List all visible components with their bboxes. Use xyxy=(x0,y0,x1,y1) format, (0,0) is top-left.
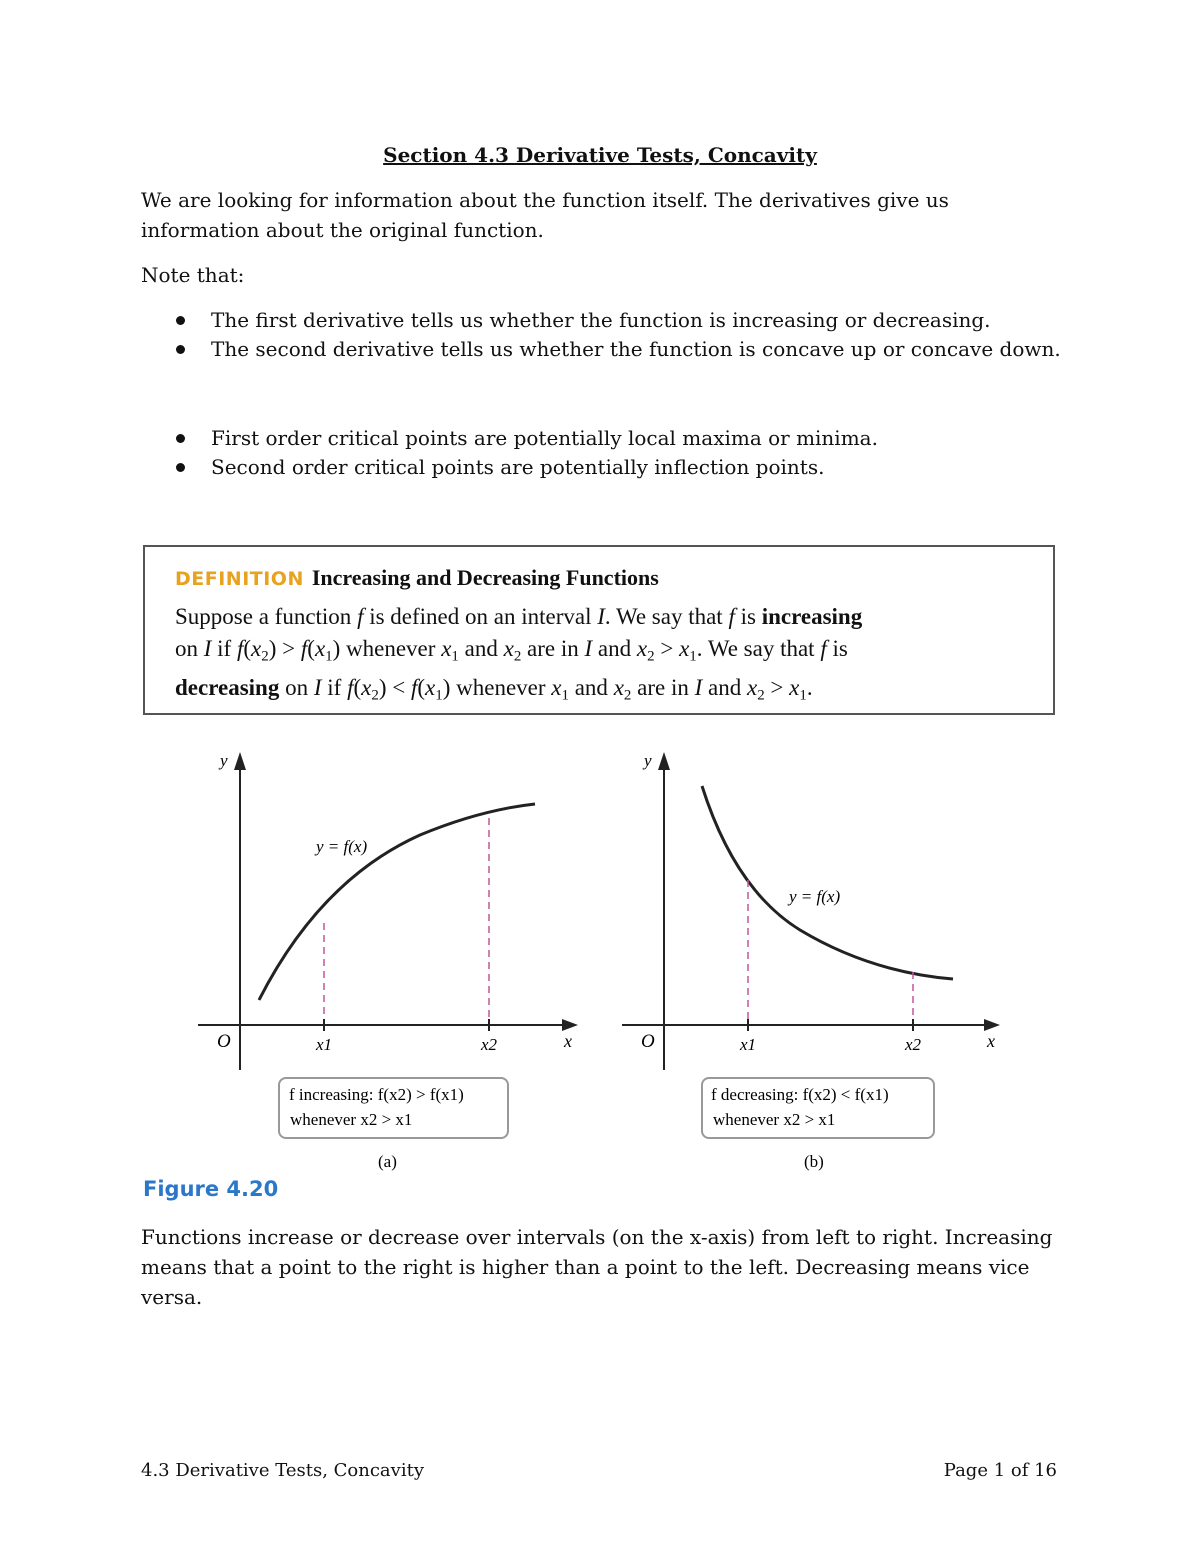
page-title: Section 4.3 Derivative Tests, Concavity xyxy=(383,143,817,167)
list-item: First order critical points are potentially local maxima or minima. xyxy=(141,424,1061,453)
bullet-list-derivatives xyxy=(141,306,1061,364)
curve-label: y = f(x) xyxy=(316,837,368,856)
definition-box xyxy=(143,545,1055,715)
caption-a: (a) xyxy=(378,1152,397,1171)
definition-tag: DEFINITION xyxy=(175,568,304,590)
curve-label: y = f(x) xyxy=(789,887,841,906)
bullet-list-critical-points xyxy=(141,424,1061,482)
figure-graphs xyxy=(0,740,1200,1180)
condition-line-1: f decreasing: f(x2) < f(x1) xyxy=(711,1085,889,1104)
definition-title: Increasing and Decreasing Functions xyxy=(311,565,659,590)
y-axis-label: y xyxy=(220,751,228,770)
footer-page-number: Page 1 of 16 xyxy=(943,1460,1057,1481)
list-item: Second order critical points are potentially inflection points. xyxy=(141,453,1061,482)
x-axis-label: x xyxy=(564,1031,572,1051)
condition-line-2: whenever x2 > x1 xyxy=(290,1110,413,1129)
increasing-curve xyxy=(259,804,535,1000)
list-item: The second derivative tells us whether the function is concave up or concave down. xyxy=(141,335,1061,364)
caption-b: (b) xyxy=(804,1152,824,1171)
y-axis-arrow-icon xyxy=(658,752,670,770)
x-axis-arrow-icon xyxy=(984,1019,1000,1031)
definition-text: Suppose a function f is defined on an interval I. We say that f is increasing on I if $f(x_2) > f(x_1)$ whenever $x_1$ and $x_2$ are in I and $x_2 > x_1$. We say that f is decreasing on I if $f(x_2) < f(x_1)$ whenever $x_1$ and $x_2$ are in I and $x_2 > x_1$. xyxy=(175,604,863,704)
condition-line-1: f increasing: f(x2) > f(x1) xyxy=(289,1085,464,1104)
footer-section-title: 4.3 Derivative Tests, Concavity xyxy=(141,1460,424,1481)
list-item: The first derivative tells us whether the function is increasing or decreasing. xyxy=(141,306,1061,335)
intro-paragraph: We are looking for information about the function itself. The derivatives give us information about the original function. xyxy=(141,188,949,242)
x1-label: x1 xyxy=(316,1035,333,1054)
x-axis-label: x xyxy=(987,1031,995,1051)
y-axis-label: y xyxy=(644,751,652,770)
graph-decreasing xyxy=(622,751,1000,1171)
figure-label: Figure 4.20 xyxy=(143,1177,279,1201)
note-label: Note that: xyxy=(141,263,245,287)
closing-paragraph: Functions increase or decrease over intervals (on the x-axis) from left to right. Increasing means that a point to the right is higher than a point to the left. Decreasing means vice versa. xyxy=(141,1225,1053,1309)
origin-label: O xyxy=(641,1031,655,1052)
origin-label: O xyxy=(217,1031,231,1052)
x1-label: x1 xyxy=(740,1035,757,1054)
decreasing-curve xyxy=(702,786,953,979)
x2-label: x2 xyxy=(905,1035,922,1054)
definition-heading xyxy=(175,565,659,591)
x2-label: x2 xyxy=(481,1035,498,1054)
graph-increasing xyxy=(198,751,578,1171)
y-axis-arrow-icon xyxy=(234,752,246,770)
condition-line-2: whenever x2 > x1 xyxy=(713,1110,836,1129)
x-axis-arrow-icon xyxy=(562,1019,578,1031)
